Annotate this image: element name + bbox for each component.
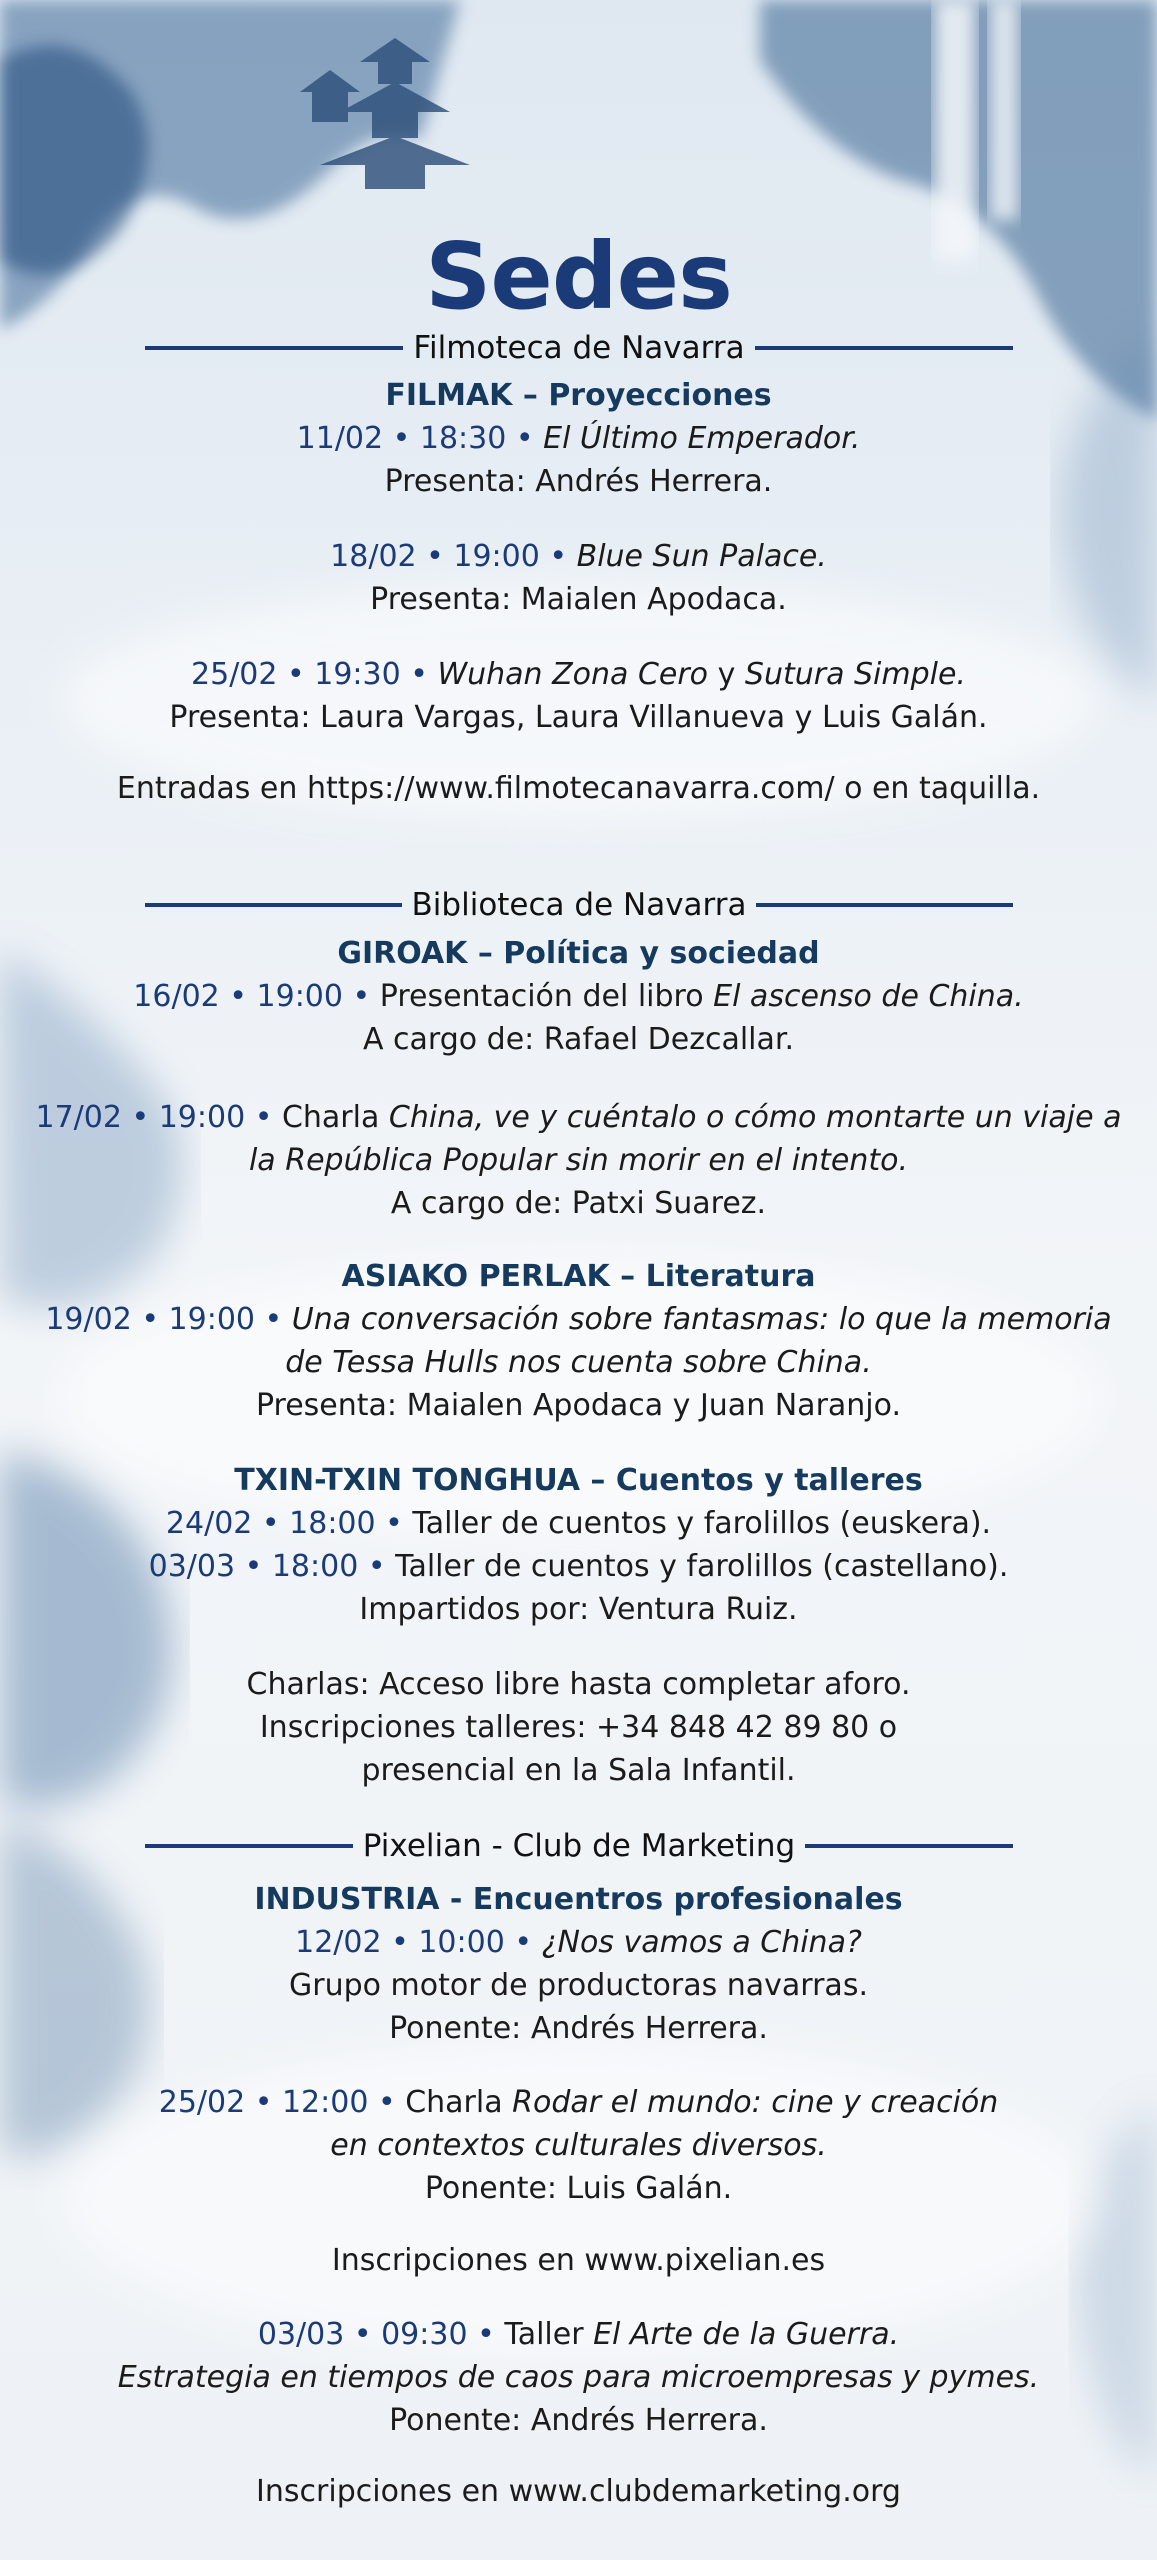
event-joiner: y	[717, 657, 736, 692]
event-datetime: 17/02 • 19:00 •	[35, 1100, 273, 1135]
section-title-asiako-perlak: ASIAKO PERLAK – Literatura	[341, 1259, 816, 1294]
event-title-continued: de Tessa Hulls nos cuenta sobre China.	[285, 1345, 872, 1380]
venue-name: Pixelian - Club de Marketing	[362, 1828, 796, 1864]
event-line	[0, 1546, 1157, 1588]
event-line	[0, 976, 1157, 1018]
event-datetime: 24/02 • 18:00 •	[165, 1506, 403, 1541]
divider-rule	[145, 903, 402, 907]
venue-name: Filmoteca de Navarra	[413, 330, 745, 366]
event-title: El Arte de la Guerra.	[593, 2317, 900, 2352]
event-title: Wuhan Zona Cero	[437, 657, 709, 692]
divider-rule	[145, 346, 403, 350]
event-line	[0, 1097, 1157, 1139]
event-datetime: 25/02 • 12:00 •	[158, 2085, 396, 2120]
venue-name: Biblioteca de Navarra	[411, 887, 747, 923]
event-subtitle: Grupo motor de productoras navarras.	[289, 1968, 868, 2003]
event-title: Taller de cuentos y farolillos (euskera).	[412, 1506, 992, 1541]
divider-rule	[145, 1844, 353, 1848]
venue-header-biblioteca	[145, 885, 1013, 925]
event-line	[0, 2314, 1157, 2356]
event-title: El ascenso de China.	[713, 979, 1024, 1014]
page-title: Sedes	[425, 223, 732, 330]
event-title: Rodar el mundo: cine y creación	[512, 2085, 999, 2120]
event-line	[0, 1299, 1157, 1341]
divider-rule	[805, 1844, 1013, 1848]
event-title: Sutura Simple.	[744, 657, 966, 692]
event-title: ¿Nos vamos a China?	[541, 1925, 862, 1960]
event-type: Taller	[504, 2317, 584, 2352]
section-title-industria: INDUSTRIA - Encuentros profesionales	[254, 1882, 903, 1917]
event-datetime: 16/02 • 19:00 •	[133, 979, 371, 1014]
tickets-note: Entradas en https://www.filmotecanavarra.com/ o en taquilla.	[116, 771, 1041, 806]
event-presenter: A cargo de: Rafael Dezcallar.	[362, 1022, 794, 1057]
event-title: China, ve y cuéntalo o cómo montarte un viaje a	[388, 1100, 1122, 1135]
event-presenter: Impartidos por: Ventura Ruiz.	[359, 1592, 798, 1627]
event-presenter: Presenta: Andrés Herrera.	[384, 464, 773, 499]
event-title: Taller de cuentos y farolillos (castellano).	[395, 1549, 1009, 1584]
event-presenter: Ponente: Andrés Herrera.	[389, 2011, 768, 2046]
event-title: Una conversación sobre fantasmas: lo que la memoria	[291, 1302, 1112, 1337]
access-note: Charlas: Acceso libre hasta completar aforo.	[246, 1667, 911, 1702]
event-datetime: 18/02 • 19:00 •	[330, 539, 568, 574]
event-presenter: Presenta: Laura Vargas, Laura Villanueva y Luis Galán.	[169, 700, 988, 735]
event-datetime: 11/02 • 18:30 •	[296, 421, 534, 456]
event-type: Charla	[405, 2085, 503, 2120]
venue-header-pixelian	[145, 1826, 1013, 1866]
event-type: Presentación del libro	[379, 979, 704, 1014]
event-line	[0, 1922, 1157, 1964]
event-title-continued: en contextos culturales diversos.	[330, 2128, 827, 2163]
event-presenter: A cargo de: Patxi Suarez.	[390, 1186, 767, 1221]
event-datetime: 25/02 • 19:30 •	[191, 657, 428, 692]
event-line	[0, 654, 1157, 696]
event-line	[0, 418, 1157, 460]
event-presenter: Ponente: Andrés Herrera.	[389, 2403, 768, 2438]
section-title-filmak: FILMAK – Proyecciones	[385, 378, 772, 413]
section-title-txin-txin: TXIN-TXIN TONGHUA – Cuentos y talleres	[234, 1463, 923, 1498]
access-note: presencial en la Sala Infantil.	[361, 1753, 796, 1788]
event-title-continued: la República Popular sin morir en el intento.	[248, 1143, 909, 1178]
event-datetime: 03/03 • 18:00 •	[148, 1549, 386, 1584]
section-title-giroak: GIROAK – Política y sociedad	[337, 936, 820, 971]
event-datetime: 03/03 • 09:30 •	[257, 2317, 495, 2352]
event-title-continued: Estrategia en tiempos de caos para microempresas y pymes.	[117, 2360, 1040, 2395]
event-datetime: 19/02 • 19:00 •	[45, 1302, 283, 1337]
event-line	[0, 2082, 1157, 2124]
divider-rule	[755, 346, 1013, 350]
venue-header-filmoteca	[145, 328, 1013, 368]
event-datetime: 12/02 • 10:00 •	[295, 1925, 533, 1960]
event-type: Charla	[281, 1100, 380, 1135]
registration-note: Inscripciones en www.clubdemarketing.org	[256, 2474, 901, 2509]
access-note: Inscripciones talleres: +34 848 42 89 80 o	[259, 1710, 898, 1745]
event-title: Blue Sun Palace.	[576, 539, 827, 574]
registration-note: Inscripciones en www.pixelian.es	[331, 2243, 826, 2278]
divider-rule	[756, 903, 1013, 907]
event-line	[0, 1503, 1157, 1545]
event-title: El Último Emperador.	[543, 421, 861, 456]
event-presenter: Ponente: Luis Galán.	[424, 2171, 733, 2206]
event-line	[0, 536, 1157, 578]
event-presenter: Presenta: Maialen Apodaca y Juan Naranjo.	[255, 1388, 901, 1423]
event-presenter: Presenta: Maialen Apodaca.	[370, 582, 787, 617]
